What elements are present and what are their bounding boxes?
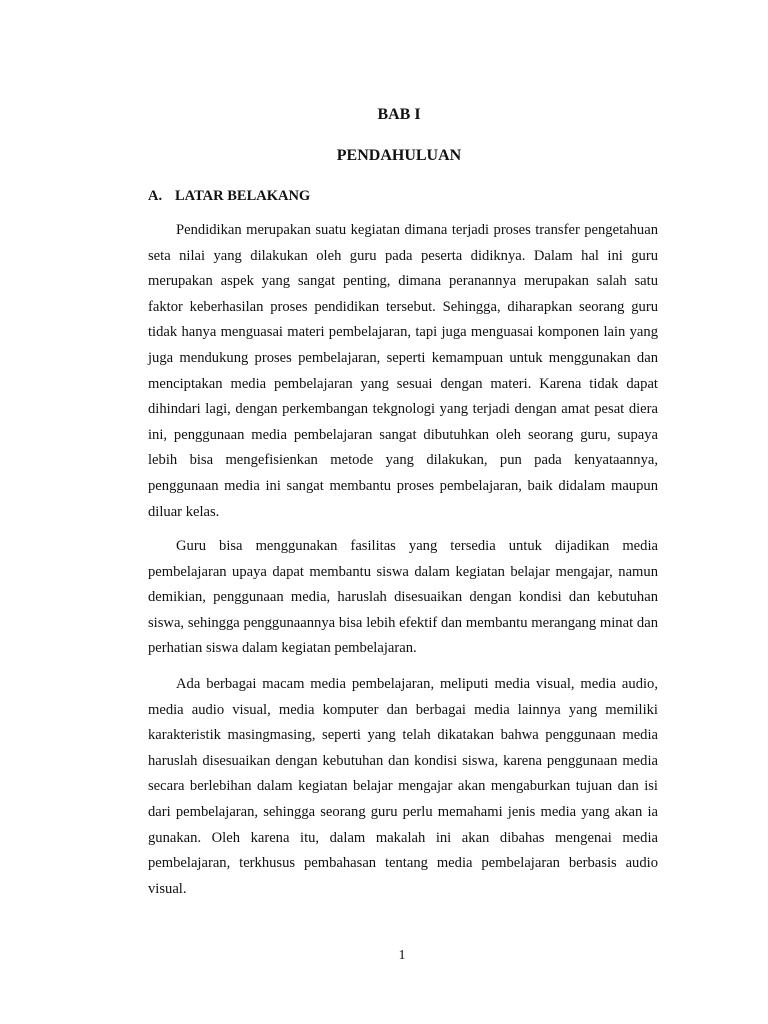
page-number: 1 [398, 948, 406, 963]
section-title: LATAR BELAKANG [175, 188, 311, 204]
body-paragraph-3: Ada berbagai macam media pembelajaran, meliputi media visual, media audio, media audio visual, media komputer dan berbagai media lainnya yang memiliki karakteristik masingmasing, seperti yang telah dikatakan bahwa penggunaan media haruslah disesuaikan dengan kebutuhan dan kondisi siswa, karena penggunaan media secara berlebihan dalam kegiatan belajar mengajar akan mengaburkan tujuan dan isi dari pembelajaran, sehingga seorang guru perlu memahami jenis media yang akan ia gunakan. Oleh karena itu, dalam makalah ini akan dibahas mengenai media pembelajaran, terkhusus pembahasan tentang media pembelajaran berbasis audio visual. [148, 676, 658, 897]
chapter-title: PENDAHULUAN [336, 147, 462, 164]
section-heading [148, 186, 310, 206]
body-paragraph-1: Pendidikan merupakan suatu kegiatan dimana terjadi proses transfer pengetahuan seta nilai yang dilakukan oleh guru pada peserta didiknya. Dalam hal ini guru merupakan aspek yang sangat penting, dimana peranannya merupakan salah satu faktor keberhasilan proses pendidikan tersebut. Sehingga, diharapkan seorang guru tidak hanya menguasai materi pembelajaran, tapi juga menguasai komponen lain yang juga mendukung proses pembelajaran, seperti kemampuan untuk menggunakan dan menciptakan media pembelajaran yang sesuai dengan materi. Karena tidak dapat dihindari lagi, dengan perkembangan tekgnologi yang terjadi dengan amat pesat diera ini, penggunaan media pembelajaran sangat dibutuhkan oleh seorang guru, supaya lebih bisa mengefisienkan metode yang dilakukan, pun pada kenyataannya, penggunaan media ini sangat membantu proses pembelajaran, baik didalam maupun diluar kelas. [148, 222, 658, 520]
body-paragraph-2: Guru bisa menggunakan fasilitas yang tersedia untuk dijadikan media pembelajaran upaya dapat membantu siswa dalam kegiatan belajar mengajar, namun demikian, penggunaan media, haruslah disesuaikan dengan kondisi dan kebutuhan siswa, sehingga penggunaannya bisa lebih efektif dan membantu merangang minat dan perhatian siswa dalam kegiatan pembelajaran. [148, 538, 658, 657]
section-number: A. [148, 188, 163, 204]
chapter-heading: BAB I [377, 106, 421, 123]
